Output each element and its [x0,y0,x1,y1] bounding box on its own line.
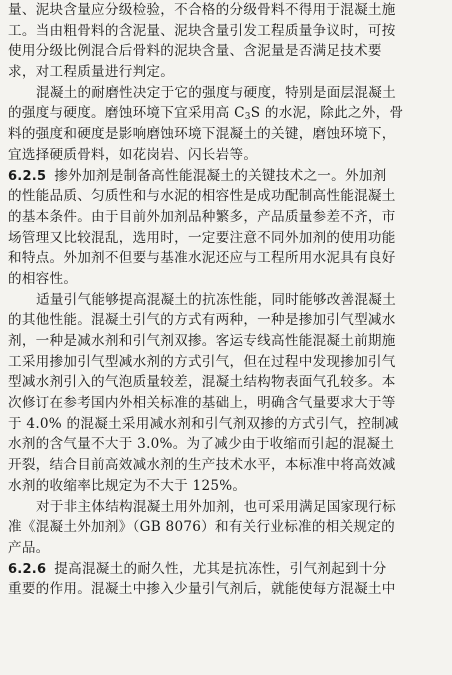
section-number: 6.2.6 [8,561,47,577]
text-line: 的性能品质、匀质性和与水泥的相容性是成功配制高性能混凝土 [8,188,396,205]
text-line: 工采用掺加引气型减水剂的方式引气，但在过程中发现掺加引气 [8,353,396,370]
text-line: 求，对工程质量进行判定。 [8,64,175,81]
text-line: 使用分级比例混合后骨料的泥块含量、含泥量是否满足技术要 [8,43,382,60]
text-line: 的相容性。 [8,270,78,287]
text-line: 的其他性能。混凝土引气的方式有两种，一种是掺加引气型减水 [8,312,396,329]
text-line: 和特点。外加剂不但要与基准水泥还应与工程所用水泥具有良好 [8,250,396,267]
text-line: 的基本条件。由于目前外加剂品种繁多，产品质量参差不齐，市 [8,208,396,225]
text-line: 工。当由粗骨料的含泥量、泥块含量引发工程质量争议时，可按 [8,22,396,39]
section-6-2-6 [8,559,445,600]
text-line: 场管理又比较混乱，选用时，一定要注意不同外加剂的使用功能 [8,229,396,246]
text-line: 产品。 [8,539,50,556]
text-line: 料的强度和硬度是影响磨蚀环境下混凝土的关键，磨蚀环境下， [8,126,396,143]
text-line: 型减水剂引入的气泡质量较差，混凝土结构物表面气孔较多。本 [8,374,396,391]
text-segment: 掺外加剂是制备高性能混凝土的关键技术之一。外加剂 [54,167,387,184]
text-segment: 提高混凝土的耐久性，尤其是抗冻性，引气剂起到十分 [54,560,387,577]
paragraph-air-entrainment [8,290,445,497]
subscript-3: 3 [244,112,251,123]
text-line: 重要的作用。混凝土中掺入少量引气剂后，就能使每方混凝土中 [8,581,396,598]
text-line: 剂，一种是减水剂和引气剂双掺。客运专线高性能混凝土前期施 [8,333,396,349]
section-number: 6.2.5 [8,168,47,184]
text-segment: S 的水泥，除此之外，骨 [250,105,404,122]
text-line: 开裂，结合目前高效减水剂的生产技术水平，本标准中将高效减 [8,457,396,474]
text-line: 水剂的收缩率比规定为不大于 125%。 [8,477,247,494]
text-line: 于 4.0% 的混凝土采用减水剂和引气剂双掺的方式引气，控制减 [8,415,399,432]
text-line: 量、泥块含量应分级检验，不合格的分级骨料不得用于混凝土施 [8,2,396,18]
text-line-c3s [8,103,445,124]
section-6-2-5 [8,166,445,290]
section-heading-line [8,559,445,580]
text-line: 次修订在参考国内外相关标准的基础上，明确含气量要求大于等 [8,395,396,412]
text-line: 混凝土的耐磨性决定于它的强度与硬度，特别是面层混凝土 [36,84,396,101]
paragraph-aggregate-grading [8,0,445,83]
paragraph-non-structural-admixture [8,497,445,559]
text-line: 准《混凝土外加剂》（GB 8076）和有关行业标准的相关规定的 [8,519,395,536]
text-line: 适量引气能够提高混凝土的抗冻性能，同时能够改善混凝土 [36,291,396,308]
section-heading-line [8,166,445,187]
text-line: 对于非主体结构混凝土用外加剂，也可采用满足国家现行标 [36,498,396,515]
text-line: 水剂的含气量不大于 3.0%。为了减少由于收缩而引起的混凝土 [8,436,395,453]
paragraph-abrasion-resistance [8,83,445,166]
text-line: 宜选择硬质骨料，如花岗岩、闪长岩等。 [8,146,258,163]
text-segment: 的强度与硬度。磨蚀环境下宜采用高 C [8,105,245,122]
